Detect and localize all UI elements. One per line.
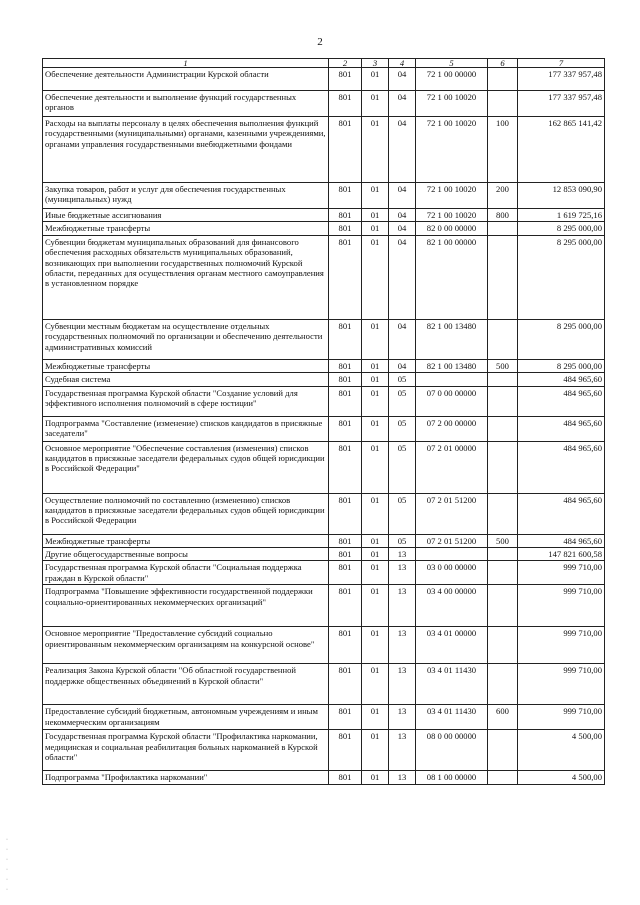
row-subsection-code: 13 [389,585,416,627]
row-expense-type [488,730,518,771]
row-amount: 177 337 957,48 [518,91,605,117]
row-ministry-code: 801 [329,705,362,730]
row-section-code: 01 [362,319,389,359]
row-amount: 484 965,60 [518,386,605,416]
row-subsection-code: 05 [389,386,416,416]
row-section-code: 01 [362,627,389,664]
row-section-code: 01 [362,493,389,534]
row-subsection-code: 13 [389,730,416,771]
row-ministry-code: 801 [329,585,362,627]
row-ministry-code: 801 [329,416,362,441]
row-subsection-code: 13 [389,548,416,561]
row-amount: 177 337 957,48 [518,68,605,91]
table-row [43,183,605,209]
row-expense-type [488,441,518,493]
row-name: Реализация Закона Курской области "Об областной государственной поддержке общественных объединений в Курской области" [43,664,329,705]
row-expense-type [488,235,518,319]
column-header-3: 3 [362,59,389,68]
row-section-code: 01 [362,705,389,730]
row-target-code: 08 0 00 00000 [416,730,488,771]
table-row [43,441,605,493]
row-target-code: 03 4 00 00000 [416,585,488,627]
row-subsection-code: 13 [389,561,416,585]
row-subsection-code: 04 [389,183,416,209]
row-expense-type [488,91,518,117]
table-row [43,373,605,386]
row-expense-type: 100 [488,117,518,183]
table-row [43,771,605,784]
row-target-code: 03 0 00 00000 [416,561,488,585]
header-row [43,59,605,68]
row-amount: 12 853 090,90 [518,183,605,209]
row-target-code: 82 1 00 13480 [416,319,488,359]
row-target-code: 72 1 00 10020 [416,209,488,222]
table-row [43,730,605,771]
row-name: Расходы на выплаты персоналу в целях обеспечения выполнения функций государственными (муниципальными) органами, казенными учреждениями, органами управления государственными внебюджетными фондами [43,117,329,183]
table-row [43,705,605,730]
row-target-code [416,548,488,561]
row-section-code: 01 [362,561,389,585]
row-ministry-code: 801 [329,183,362,209]
row-name: Подпрограмма "Составление (изменение) списков кандидатов в присяжные заседатели" [43,416,329,441]
row-ministry-code: 801 [329,319,362,359]
row-subsection-code: 13 [389,705,416,730]
column-header-6: 6 [488,59,518,68]
row-expense-type [488,493,518,534]
row-name: Подпрограмма "Повышение эффективности государственной поддержки социально-ориентированных некоммерческих организаций" [43,585,329,627]
row-target-code: 03 4 01 11430 [416,664,488,705]
row-section-code: 01 [362,534,389,547]
row-ministry-code: 801 [329,627,362,664]
row-amount: 484 965,60 [518,373,605,386]
row-amount: 999 710,00 [518,561,605,585]
row-expense-type [488,585,518,627]
column-header-1: 1 [43,59,329,68]
table-row [43,627,605,664]
row-target-code: 72 1 00 10020 [416,117,488,183]
row-target-code: 07 0 00 00000 [416,386,488,416]
row-section-code: 01 [362,222,389,235]
row-expense-type [488,373,518,386]
row-section-code: 01 [362,91,389,117]
table-row [43,117,605,183]
row-subsection-code: 05 [389,373,416,386]
row-amount: 8 295 000,00 [518,359,605,372]
row-subsection-code: 13 [389,771,416,784]
row-name: Обеспечение деятельности Администрации Курской области [43,68,329,91]
row-expense-type [488,319,518,359]
row-amount: 484 965,60 [518,493,605,534]
column-header-2: 2 [329,59,362,68]
row-name: Другие общегосударственные вопросы [43,548,329,561]
row-section-code: 01 [362,235,389,319]
row-target-code: 07 2 01 00000 [416,441,488,493]
row-target-code: 07 2 01 51200 [416,534,488,547]
row-subsection-code: 13 [389,627,416,664]
row-amount: 8 295 000,00 [518,235,605,319]
row-subsection-code: 04 [389,117,416,183]
row-name: Закупка товаров, работ и услуг для обеспечения государственных (муниципальных) нужд [43,183,329,209]
row-amount: 484 965,60 [518,534,605,547]
table-row [43,91,605,117]
row-amount: 8 295 000,00 [518,222,605,235]
row-name: Обеспечение деятельности и выполнение функций государственных органов [43,91,329,117]
row-section-code: 01 [362,548,389,561]
table-row [43,209,605,222]
row-section-code: 01 [362,730,389,771]
row-ministry-code: 801 [329,117,362,183]
row-subsection-code: 04 [389,319,416,359]
row-target-code: 08 1 00 00000 [416,771,488,784]
row-subsection-code: 05 [389,441,416,493]
column-header-5: 5 [416,59,488,68]
table-row [43,319,605,359]
row-ministry-code: 801 [329,359,362,372]
row-ministry-code: 801 [329,664,362,705]
table-row [43,561,605,585]
row-expense-type [488,386,518,416]
row-expense-type [488,68,518,91]
row-amount: 484 965,60 [518,416,605,441]
row-ministry-code: 801 [329,771,362,784]
row-section-code: 01 [362,373,389,386]
row-subsection-code: 04 [389,222,416,235]
row-name: Иные бюджетные ассигнования [43,209,329,222]
row-section-code: 01 [362,359,389,372]
row-subsection-code: 13 [389,664,416,705]
column-header-7: 7 [518,59,605,68]
row-subsection-code: 04 [389,68,416,91]
row-expense-type [488,627,518,664]
row-target-code [416,373,488,386]
row-name: Государственная программа Курской области "Создание условий для эффективного исполнения полномочий в сфере юстиции" [43,386,329,416]
row-target-code: 03 4 01 00000 [416,627,488,664]
row-section-code: 01 [362,68,389,91]
row-expense-type: 500 [488,534,518,547]
table-row [43,359,605,372]
row-name: Осуществление полномочий по составлению (изменению) списков кандидатов в присяжные заседатели федеральных судов общей юрисдикции в Российской Федерации [43,493,329,534]
table-row [43,222,605,235]
row-subsection-code: 04 [389,91,416,117]
row-ministry-code: 801 [329,235,362,319]
row-name: Основное мероприятие "Обеспечение составления (изменения) списков кандидатов в присяжные заседатели федеральных судов общей юрисдикции в Российской Федерации" [43,441,329,493]
row-amount: 4 500,00 [518,730,605,771]
table-row [43,235,605,319]
row-name: Подпрограмма "Профилактика наркомании" [43,771,329,784]
table-row [43,416,605,441]
row-ministry-code: 801 [329,386,362,416]
row-expense-type [488,548,518,561]
row-ministry-code: 801 [329,493,362,534]
row-name: Государственная программа Курской области "Социальная поддержка граждан в Курской области" [43,561,329,585]
page-number: 2 [317,36,323,48]
row-ministry-code: 801 [329,373,362,386]
row-target-code: 03 4 01 11430 [416,705,488,730]
row-section-code: 01 [362,386,389,416]
row-name: Субвенции местным бюджетам на осуществление отдельных государственных полномочий по организации и обеспечению деятельности административных комиссий [43,319,329,359]
row-expense-type: 200 [488,183,518,209]
row-section-code: 01 [362,117,389,183]
row-section-code: 01 [362,664,389,705]
row-ministry-code: 801 [329,548,362,561]
budget-table [42,58,605,785]
row-name: Межбюджетные трансферты [43,359,329,372]
scan-edge-marks: · · · · · · [6,837,8,893]
row-name: Межбюджетные трансферты [43,534,329,547]
row-amount: 484 965,60 [518,441,605,493]
row-target-code: 72 1 00 00000 [416,68,488,91]
row-expense-type [488,561,518,585]
table-row [43,68,605,91]
column-header-4: 4 [389,59,416,68]
row-amount: 147 821 600,58 [518,548,605,561]
row-name: Субвенции бюджетам муниципальных образований для финансового обеспечения расходных обязательств муниципальных образований, возникающих при выполнении государственных полномочий Курской области, переданных для осуществления органам местного самоуправления в установленном порядке [43,235,329,319]
row-expense-type [488,416,518,441]
row-subsection-code: 04 [389,209,416,222]
row-name: Межбюджетные трансферты [43,222,329,235]
row-expense-type: 600 [488,705,518,730]
row-expense-type [488,222,518,235]
row-subsection-code: 05 [389,416,416,441]
row-section-code: 01 [362,585,389,627]
table-row [43,386,605,416]
row-name: Судебная система [43,373,329,386]
row-target-code: 07 2 00 00000 [416,416,488,441]
row-name: Предоставление субсидий бюджетным, автономным учреждениям и иным некоммерческим организациям [43,705,329,730]
row-target-code: 72 1 00 10020 [416,183,488,209]
row-name: Государственная программа Курской области "Профилактика наркомании, медицинская и социальная реабилитация больных наркоманией в Курской области" [43,730,329,771]
row-ministry-code: 801 [329,730,362,771]
row-ministry-code: 801 [329,441,362,493]
row-target-code: 72 1 00 10020 [416,91,488,117]
table-row [43,534,605,547]
row-amount: 1 619 725,16 [518,209,605,222]
row-ministry-code: 801 [329,222,362,235]
row-amount: 8 295 000,00 [518,319,605,359]
row-subsection-code: 05 [389,493,416,534]
row-ministry-code: 801 [329,534,362,547]
row-expense-type [488,771,518,784]
row-section-code: 01 [362,416,389,441]
row-amount: 999 710,00 [518,585,605,627]
row-target-code: 82 0 00 00000 [416,222,488,235]
row-subsection-code: 05 [389,534,416,547]
row-subsection-code: 04 [389,235,416,319]
row-section-code: 01 [362,771,389,784]
row-amount: 162 865 141,42 [518,117,605,183]
row-amount: 999 710,00 [518,664,605,705]
row-section-code: 01 [362,441,389,493]
row-expense-type [488,664,518,705]
row-expense-type: 500 [488,359,518,372]
row-target-code: 82 1 00 13480 [416,359,488,372]
row-section-code: 01 [362,209,389,222]
row-ministry-code: 801 [329,561,362,585]
row-amount: 999 710,00 [518,705,605,730]
row-ministry-code: 801 [329,209,362,222]
row-target-code: 82 1 00 00000 [416,235,488,319]
row-ministry-code: 801 [329,91,362,117]
row-amount: 4 500,00 [518,771,605,784]
row-expense-type: 800 [488,209,518,222]
row-name: Основное мероприятие "Предоставление субсидий социально ориентированным некоммерческим организациям на конкурсной основе" [43,627,329,664]
row-ministry-code: 801 [329,68,362,91]
row-target-code: 07 2 01 51200 [416,493,488,534]
row-amount: 999 710,00 [518,627,605,664]
table-row [43,664,605,705]
table-row [43,493,605,534]
table-row [43,585,605,627]
table-row [43,548,605,561]
row-subsection-code: 04 [389,359,416,372]
row-section-code: 01 [362,183,389,209]
